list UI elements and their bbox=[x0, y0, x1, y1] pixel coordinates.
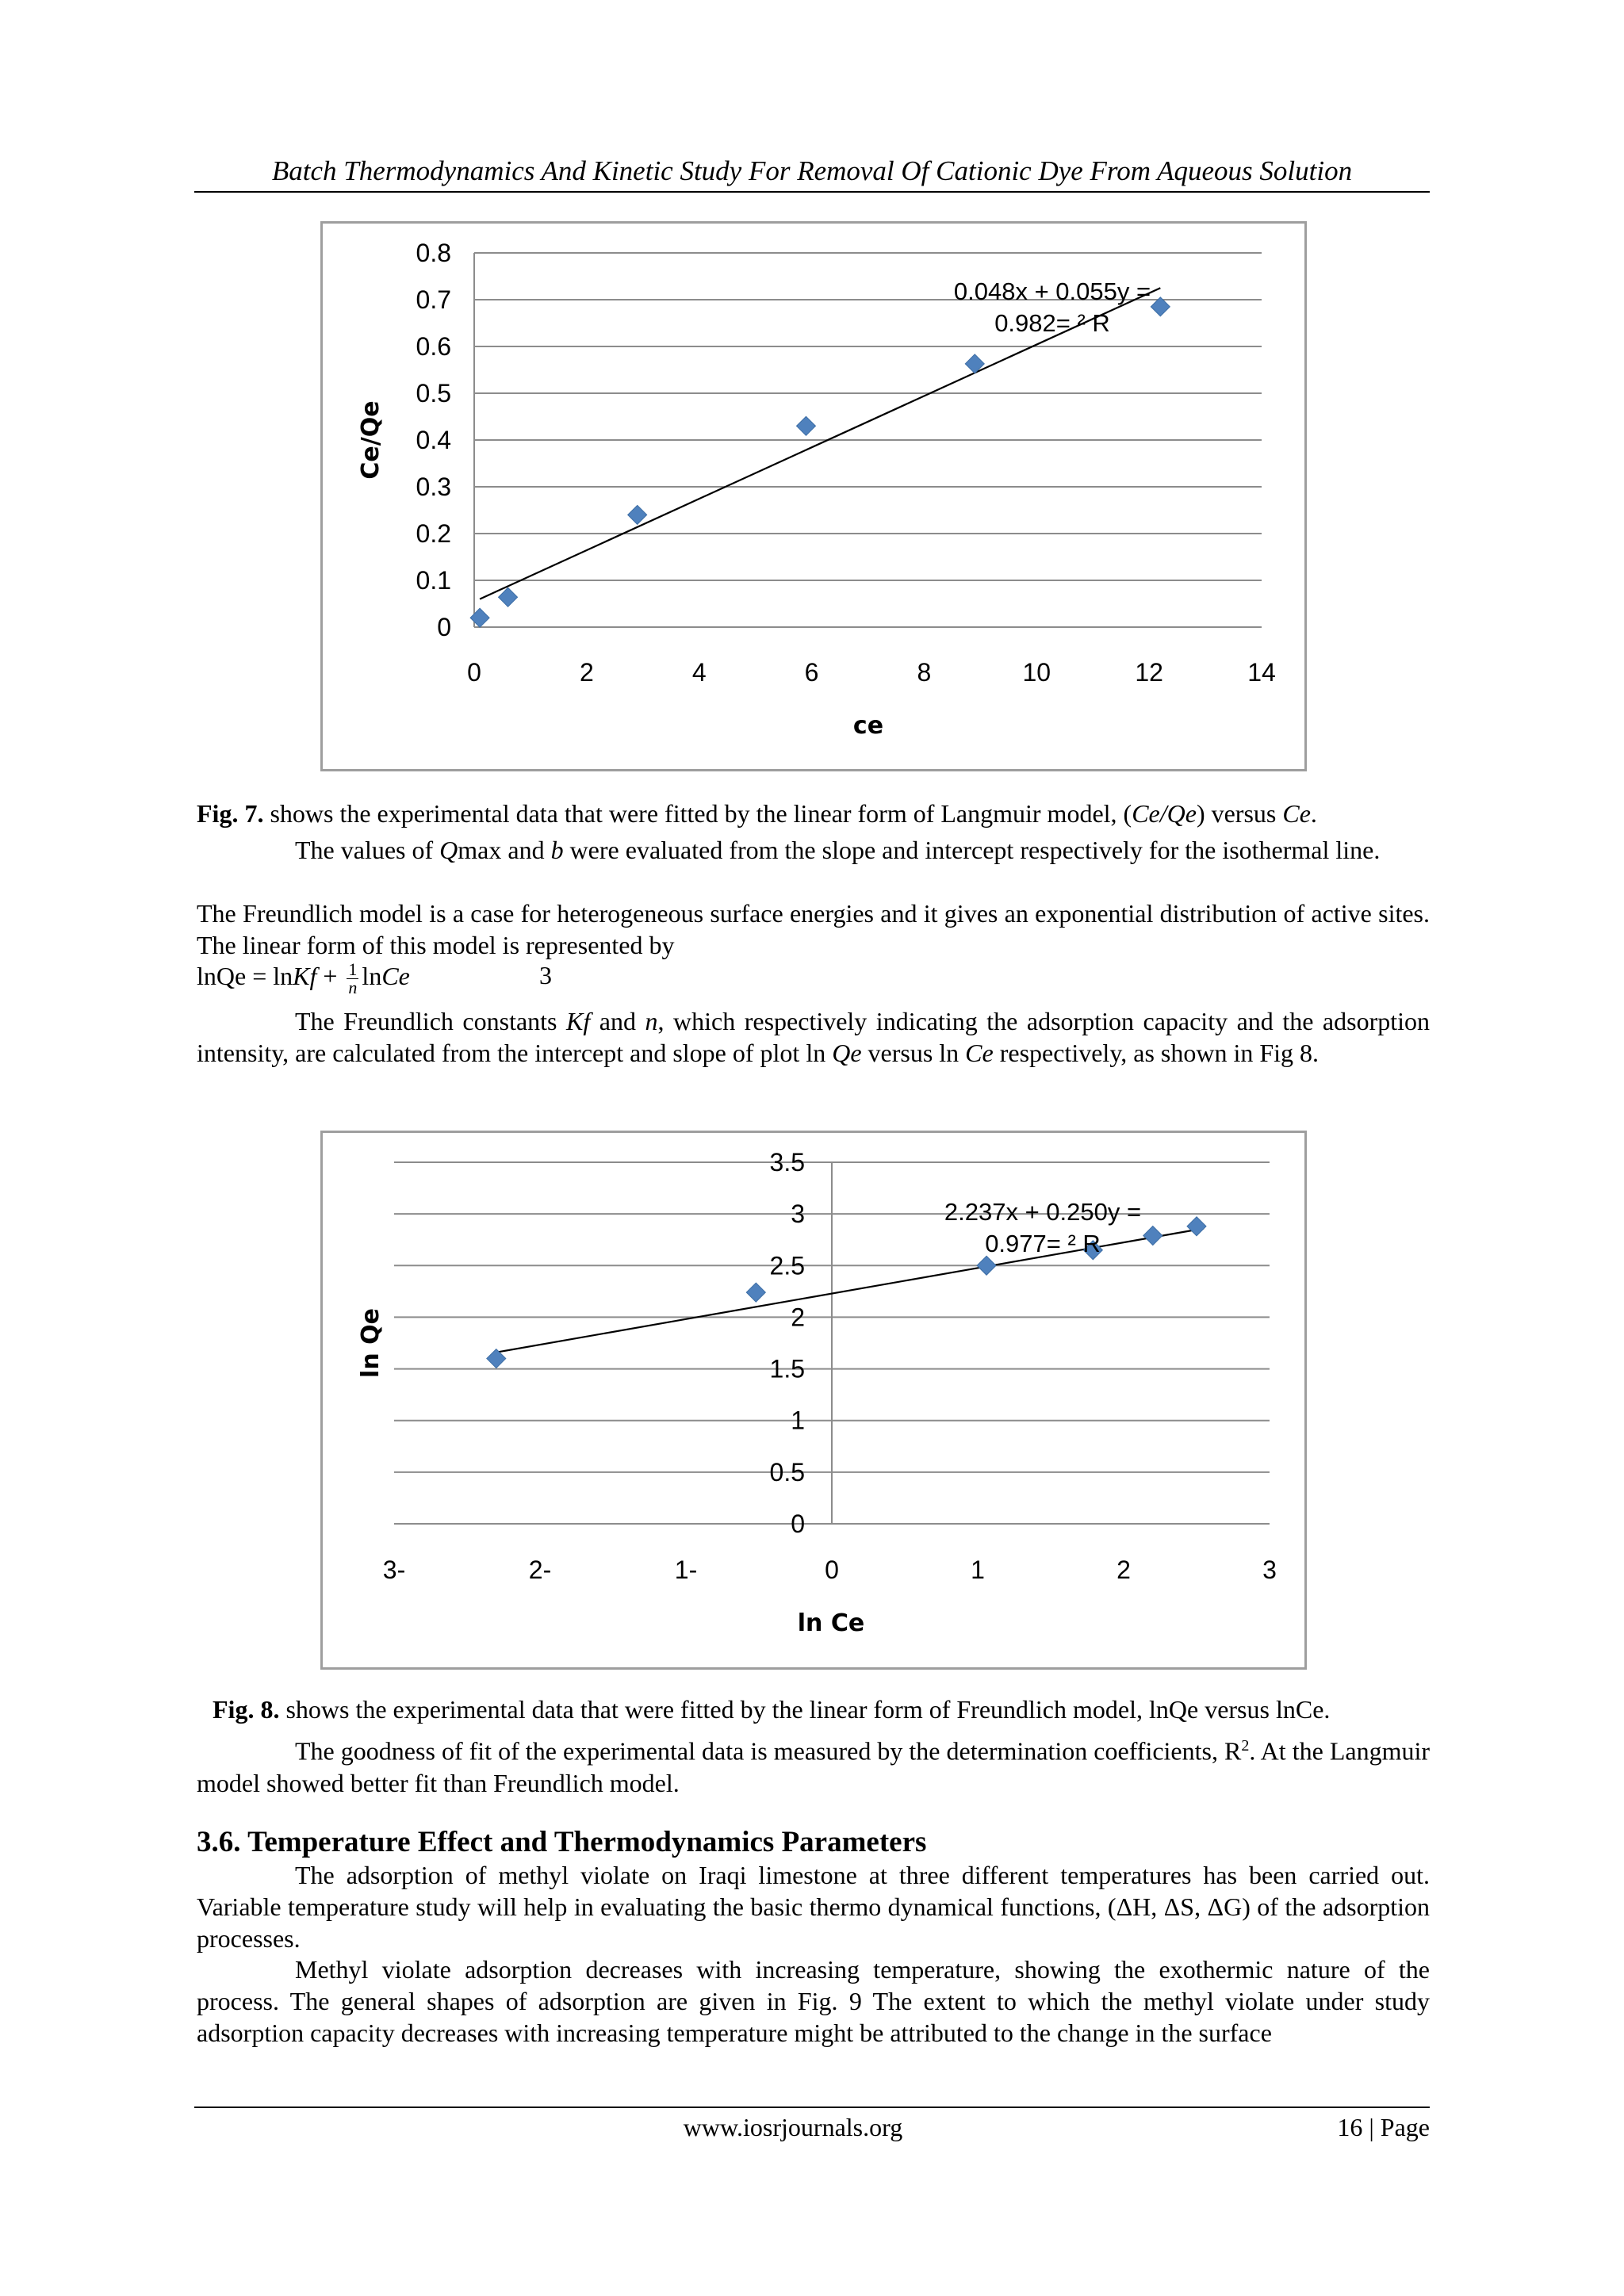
chart2-y-tick-label: 2.5 bbox=[769, 1251, 805, 1280]
chart2-x-tick-label: 2- bbox=[528, 1556, 552, 1584]
chart2-y-tick-label: 1.5 bbox=[769, 1354, 805, 1383]
chart1-y-tick-label: 0.7 bbox=[416, 285, 451, 314]
chart1-y-tick-label: 0 bbox=[437, 613, 451, 641]
fig8-caption bbox=[213, 1693, 1330, 1725]
footer-rule bbox=[194, 2107, 1430, 2108]
chart1-x-tick-label: 4 bbox=[691, 658, 707, 687]
chart2-data-point bbox=[977, 1256, 996, 1275]
chart2-x-tick-label: 2 bbox=[1116, 1556, 1131, 1584]
chart2-data-point bbox=[1187, 1217, 1206, 1236]
chart2-x-tick-label: 3- bbox=[382, 1556, 406, 1584]
chart2-x-tick-label: 1- bbox=[674, 1556, 698, 1584]
chart2-y-tick-label: 3 bbox=[791, 1200, 805, 1229]
fig7-term-2: Ce bbox=[1282, 799, 1311, 828]
chart2-y-tick-label: 0 bbox=[791, 1510, 805, 1538]
chart1-x-tick-label: 10 bbox=[1022, 658, 1051, 687]
chart2-x-tick-label: 3 bbox=[1262, 1556, 1277, 1584]
chart1-y-tick-label: 0.4 bbox=[416, 426, 451, 454]
chart1-y-tick-label: 0.2 bbox=[416, 519, 451, 548]
para3-term-4: Ce bbox=[965, 1039, 994, 1067]
equation-fraction bbox=[347, 961, 358, 997]
fig7-term-1: Ce/Qe bbox=[1132, 799, 1197, 828]
chart1-data-point bbox=[628, 505, 647, 524]
para1-term-1: Q bbox=[439, 836, 458, 864]
para3-text-1: The Freundlich constants bbox=[295, 1007, 567, 1035]
chart1-x-axis-title: ce bbox=[852, 712, 884, 740]
chart2-equation-line2: 0.977= ² R bbox=[985, 1230, 1101, 1257]
chart2-data-point bbox=[746, 1283, 765, 1302]
chart1-y-tick-label: 0.8 bbox=[416, 239, 451, 267]
chart2-y-axis-title: ln Qe bbox=[357, 1308, 385, 1378]
chart1-equation-line2: 0.982= ² R bbox=[994, 309, 1110, 337]
paragraph-temperature-study: The adsorption of methyl violate on Iraqi limestone at three different temperatures has been carried out. Variable temperature study will help in evaluating the basic thermo dynamical functions, (ΔH, ΔS, ΔG) of the adsorption processes. bbox=[197, 1861, 1430, 1953]
running-header: Batch Thermodynamics And Kinetic Study For Removal Of Cationic Dye From Aqueous Solution bbox=[271, 155, 1353, 186]
fraction-denominator: n bbox=[348, 978, 358, 997]
para3-text-3: , which respectively indicating the adsorption capacity and the adsorption intensity, are calculated from the intercept and slope of plot ln bbox=[197, 1007, 1431, 1067]
chart2-y-tick-label: 0.5 bbox=[769, 1457, 805, 1487]
chart1-y-tick-label: 0.3 bbox=[416, 473, 451, 501]
chart2-equation-line1: 2.237x + 0.250y = bbox=[944, 1198, 1142, 1226]
chart2-x-axis-title: ln Ce bbox=[797, 1609, 865, 1637]
para4-sup: 2 bbox=[1241, 1737, 1250, 1755]
fig7-text-3: . bbox=[1310, 799, 1317, 828]
langmuir-chart-svg bbox=[323, 224, 1304, 769]
paragraph-freundlich-intro: The Freundlich model is a case for heterogeneous surface energies and it gives an exponential distribution of active sites. The linear form of this model is represented by bbox=[197, 899, 1430, 959]
fig8-text: shows the experimental data that were fitted by the linear form of Freundlich model, lnQe versus lnCe. bbox=[279, 1695, 1331, 1724]
chart1-y-tick-label: 0.1 bbox=[416, 566, 451, 595]
equation-number: 3 bbox=[539, 961, 552, 989]
para3-text-5: respectively, as shown in Fig 8. bbox=[993, 1039, 1320, 1067]
freundlich-chart-svg bbox=[323, 1133, 1304, 1667]
header-rule bbox=[194, 191, 1430, 193]
equation-lhs: lnQe = ln bbox=[197, 961, 293, 990]
paragraph-freundlich-constants bbox=[197, 1005, 1430, 1069]
langmuir-chart bbox=[320, 221, 1307, 771]
chart2-x-tick-label: 0 bbox=[825, 1556, 839, 1584]
equation-plus: + bbox=[316, 961, 344, 990]
para3-term-3: Qe bbox=[832, 1039, 862, 1067]
chart1-x-tick-label: 8 bbox=[917, 658, 932, 687]
chart2-data-point bbox=[1143, 1226, 1162, 1246]
para1-term-2: b bbox=[550, 836, 564, 864]
section-heading-3-6: 3.6. Temperature Effect and Thermodynamics Parameters bbox=[197, 1826, 927, 1858]
para3-text-4: versus ln bbox=[861, 1039, 966, 1067]
footer-page-number: 16 | Page bbox=[1337, 2113, 1430, 2141]
chart1-data-point bbox=[499, 587, 518, 607]
chart2-y-tick-label: 2 bbox=[791, 1303, 805, 1332]
footer-website: www.iosrjournals.org bbox=[683, 2113, 903, 2141]
chart1-y-axis-title: Ce/Qe bbox=[357, 400, 385, 480]
para3-term-1: Kf bbox=[566, 1007, 591, 1035]
paragraph-goodness-of-fit bbox=[197, 1730, 1430, 1799]
fig7-text-1: shows the experimental data that were fitted by the linear form of Langmuir model, ( bbox=[263, 799, 1132, 828]
fraction-numerator: 1 bbox=[348, 959, 358, 979]
para3-text-2: and bbox=[590, 1007, 645, 1035]
chart1-equation-line1: 0.048x + 0.055y = bbox=[953, 277, 1151, 305]
paragraph-exothermic: Methyl violate adsorption decreases with increasing temperature, showing the exothermic nature of the process. The general shapes of adsorption are given in Fig. 9 The extent to which the methyl violate under study adsorption capacity decreases with increasing temperature might be attributed to the change in the surface bbox=[197, 1955, 1430, 2047]
chart1-x-tick-label: 0 bbox=[467, 658, 481, 687]
chart1-data-point bbox=[796, 416, 815, 435]
chart1-x-tick-label: 14 bbox=[1247, 658, 1276, 687]
chart1-y-tick-label: 0.5 bbox=[416, 379, 451, 408]
para1-text-1: The values of bbox=[295, 836, 440, 864]
fig7-caption bbox=[197, 798, 1317, 829]
chart2-x-tick-label: 1 bbox=[971, 1556, 985, 1584]
chart1-x-tick-label: 6 bbox=[804, 658, 819, 687]
chart1-x-tick-label: 12 bbox=[1135, 658, 1163, 687]
para4-text-2: . At the Langmuir model showed better fit than Freundlich model. bbox=[197, 1736, 1431, 1797]
chart1-data-point bbox=[470, 608, 489, 627]
equation-3 bbox=[197, 959, 552, 997]
chart1-y-tick-label: 0.6 bbox=[416, 332, 451, 361]
para1-text-3: were evaluated from the slope and intercept respectively for the isothermal line. bbox=[563, 836, 1381, 864]
freundlich-chart bbox=[320, 1131, 1307, 1670]
para4-text-1: The goodness of fit of the experimental data is measured by the determination coefficients, R bbox=[295, 1736, 1242, 1766]
fig7-label: Fig. 7. bbox=[197, 799, 264, 828]
fig8-label: Fig. 8. bbox=[213, 1695, 280, 1724]
equation-ln: ln bbox=[362, 961, 382, 990]
chart2-y-tick-label: 3.5 bbox=[769, 1148, 805, 1177]
fig7-text-2: ) versus bbox=[1196, 799, 1283, 828]
equation-kf: Kf bbox=[293, 961, 317, 990]
para3-term-2: n bbox=[645, 1007, 658, 1035]
equation-ce: Ce bbox=[381, 961, 410, 990]
chart1-x-tick-label: 2 bbox=[579, 658, 594, 687]
paragraph-qmax bbox=[197, 834, 1430, 866]
chart2-y-tick-label: 1 bbox=[791, 1406, 805, 1435]
para1-text-2: max and bbox=[458, 836, 551, 864]
